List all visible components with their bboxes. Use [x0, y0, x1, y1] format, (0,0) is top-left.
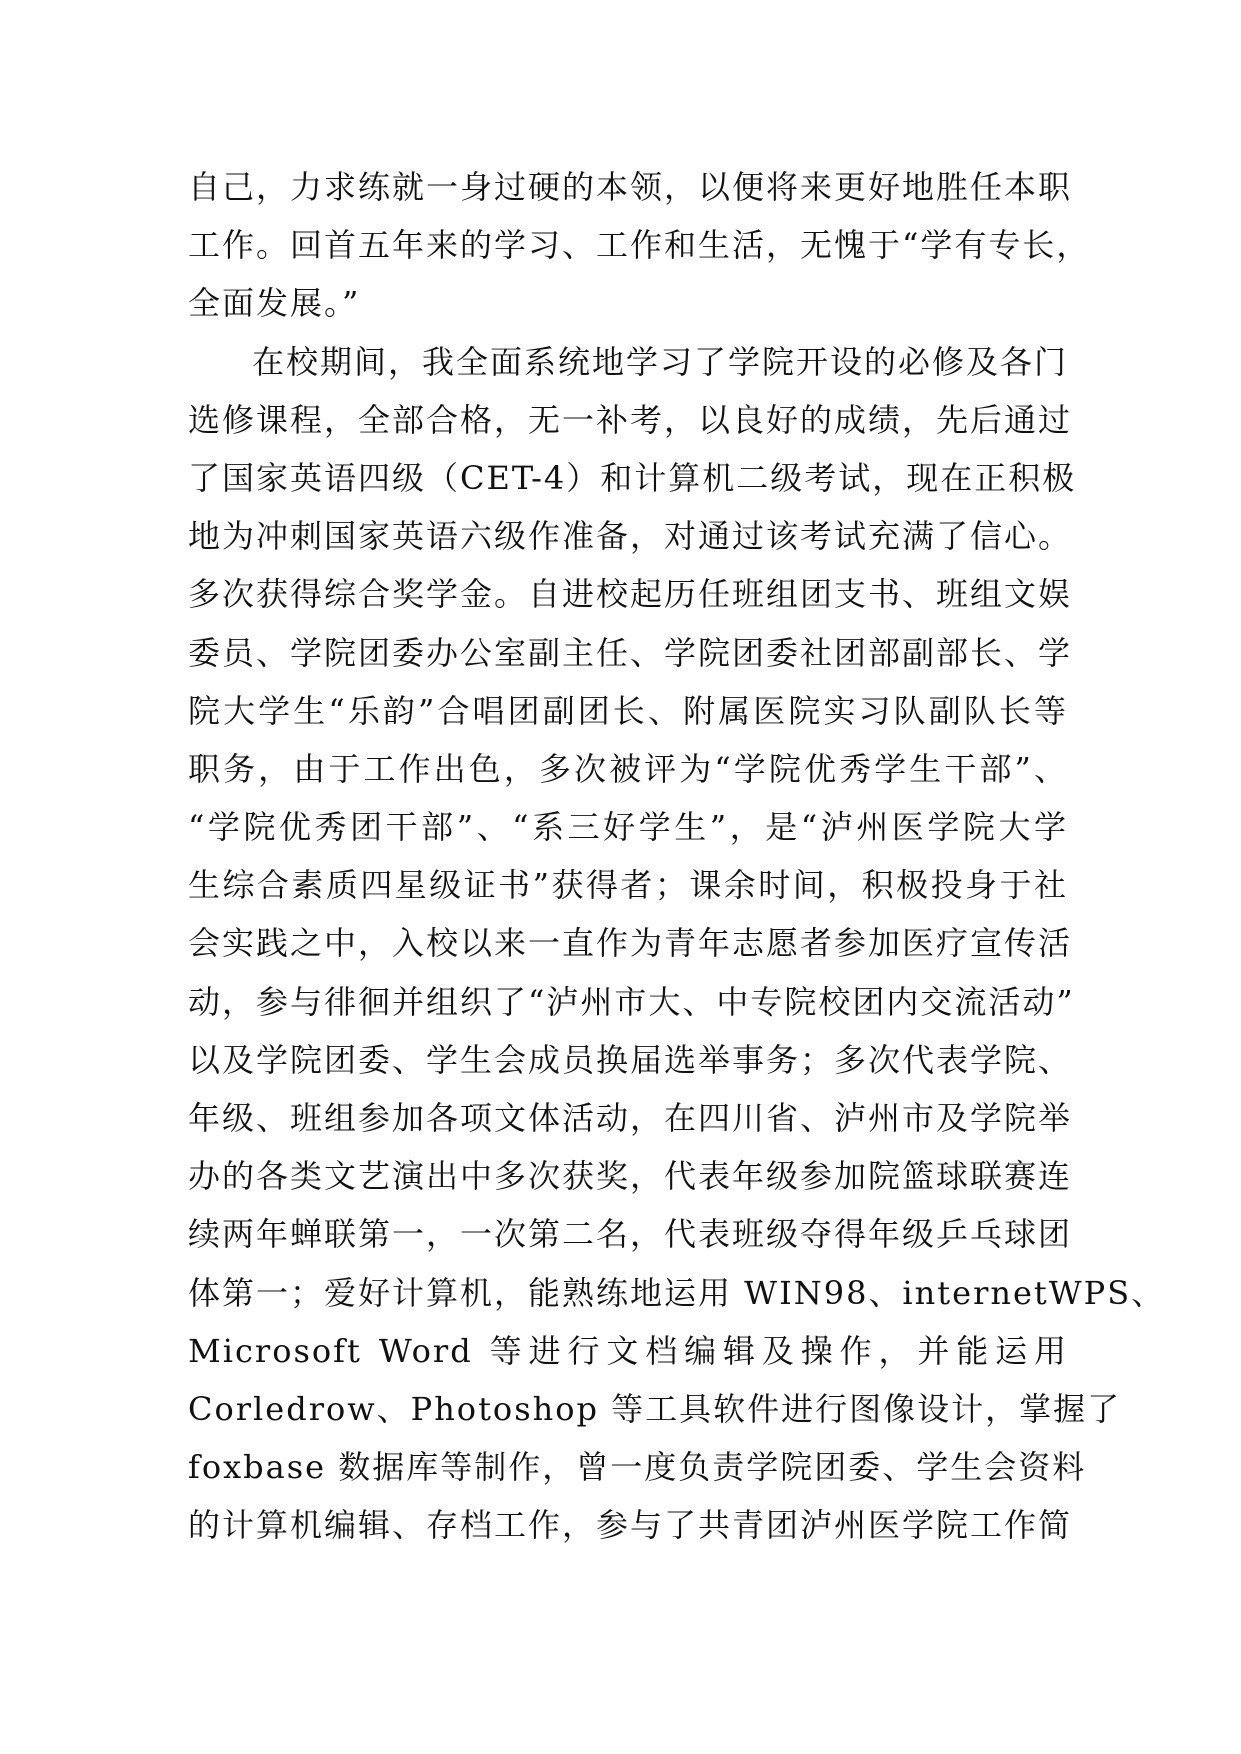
text-line-6: 了国家英语四级（CET-4）和计算机二级考试，现在正积极	[188, 458, 1077, 497]
document-body	[188, 158, 1166, 1555]
text-line-18: 办的各类文艺演出中多次获奖，代表年级参加院篮球联赛连	[188, 1157, 1073, 1196]
text-line-2: 工作。回首五年来的学习、工作和生活，无愧于“学有专长，	[188, 226, 1091, 265]
text-line-15: 动，参与徘徊并组织了“泸州市大、中专院校团内交流活动”	[188, 982, 1075, 1021]
text-line-9: 委员、学院团委办公室副主任、学院团委社团部副部长、学	[188, 633, 1073, 672]
text-line-12: “学院优秀团干部”、“系三好学生”，是“泸州医学院大学	[188, 808, 1068, 847]
text-line-10: 院大学生“乐韵”合唱团副团长、附属医院实习队副队长等	[188, 691, 1068, 730]
text-line-20: 体第一；爱好计算机，能熟练地运用 WIN98、internetWPS、	[188, 1273, 1166, 1312]
text-line-7: 地为冲刺国家英语六级作准备，对通过该考试充满了信心。	[188, 517, 1073, 556]
text-line-8: 多次获得综合奖学金。自进校起历任班组团支书、班组文娱	[188, 575, 1073, 614]
text-line-11: 职务，由于工作出色，多次被评为“学院优秀学生干部”、	[188, 749, 1068, 788]
text-line-3: 全面发展。”	[188, 284, 361, 323]
text-line-23: foxbase 数据库等制作，曾一度负责学院团委、学生会资料	[188, 1448, 1087, 1487]
text-line-19: 续两年蝉联第一，一次第二名，代表班级夺得年级乒乓球团	[188, 1215, 1073, 1254]
text-line-22: Corledrow、Photoshop 等工具软件进行图像设计，掌握了	[188, 1389, 1122, 1428]
text-line-24: 的计算机编辑、存档工作，参与了共青团泸州医学院工作简	[188, 1506, 1073, 1545]
text-line-1: 自己，力求练就一身过硬的本领，以便将来更好地胜任本职	[188, 168, 1073, 206]
text-line-4: 在校期间，我全面系统地学习了学院开设的必修及各门	[252, 342, 1069, 381]
text-line-16: 以及学院团委、学生会成员换届选举事务；多次代表学院、	[188, 1040, 1073, 1079]
text-line-5: 选修课程，全部合格，无一补考，以良好的成绩，先后通过	[188, 400, 1073, 439]
text-line-17: 年级、班组参加各项文体活动，在四川省、泸州市及学院举	[188, 1099, 1073, 1137]
text-line-14: 会实践之中，入校以来一直作为青年志愿者参加医疗宣传活	[188, 924, 1073, 963]
text-line-13: 生综合素质四星级证书”获得者；课余时间，积极投身于社	[188, 866, 1068, 905]
text-line-21: Microsoft Word 等进行文档编辑及操作，并能运用	[188, 1331, 1068, 1370]
